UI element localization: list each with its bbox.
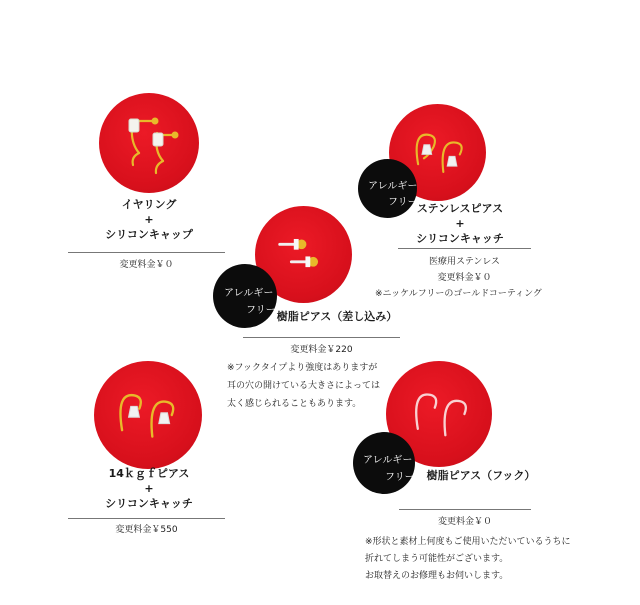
gold-pierce-title: 14ｋｇｆピアス + シリコンキャッチ bbox=[105, 467, 193, 510]
resin-pierce-hook-note-1: ※形状と素材上何度もご使用いただいているうちに bbox=[365, 537, 571, 547]
resin-pierce-insert-note-2: 耳の穴の開けている大きさによっては bbox=[227, 381, 381, 391]
stainless-pierce-title: ステンレスピアス + シリコンキャッチ bbox=[416, 202, 504, 245]
stainless-pierce-material: 医療用ステンレス bbox=[429, 257, 500, 267]
earring-photo bbox=[99, 93, 199, 193]
resin-pierce-hook-divider bbox=[399, 509, 531, 510]
resin-pierce-insert-note-1: ※フックタイプより強度はありますが bbox=[227, 363, 378, 373]
gold-pierce-price: 変更料金￥550 bbox=[115, 525, 178, 535]
resin-pierce-insert-divider bbox=[243, 337, 400, 338]
stainless-pierce-price: 変更料金￥０ bbox=[437, 273, 492, 283]
allergy-free-badge: アレルギー フリー bbox=[213, 264, 277, 328]
resin-pierce-insert-title: 樹脂ピアス（差し込み） bbox=[276, 310, 398, 323]
resin-pierce-insert-note-3: 太く感じられることもあります。 bbox=[227, 399, 362, 409]
stainless-pierce-divider bbox=[398, 248, 531, 249]
gold-pierce-divider bbox=[68, 518, 225, 519]
allergy-free-badge: アレルギー フリー bbox=[358, 159, 417, 218]
resin-pierce-hook-price: 変更料金￥０ bbox=[437, 517, 492, 527]
resin-pierce-insert-price: 変更料金￥220 bbox=[290, 345, 353, 355]
stainless-pierce-note: ※ニッケルフリーのゴールドコーティング bbox=[375, 289, 542, 299]
earring-divider bbox=[68, 252, 225, 253]
earring-price: 変更料金￥０ bbox=[119, 260, 174, 270]
gold-pierce-photo bbox=[94, 361, 202, 469]
clip-earring-icon bbox=[99, 93, 199, 193]
allergy-free-badge: アレルギー フリー bbox=[353, 432, 415, 494]
resin-pierce-hook-title: 樹脂ピアス（フック） bbox=[426, 469, 536, 482]
earring-title: イヤリング + シリコンキャップ bbox=[105, 198, 193, 241]
resin-pierce-hook-note-2: 折れてしまう可能性がございます。 bbox=[365, 554, 509, 564]
resin-pierce-hook-note-3: お取替えのお修理もお伺いします。 bbox=[365, 571, 509, 581]
hook-earring-icon bbox=[94, 361, 202, 469]
